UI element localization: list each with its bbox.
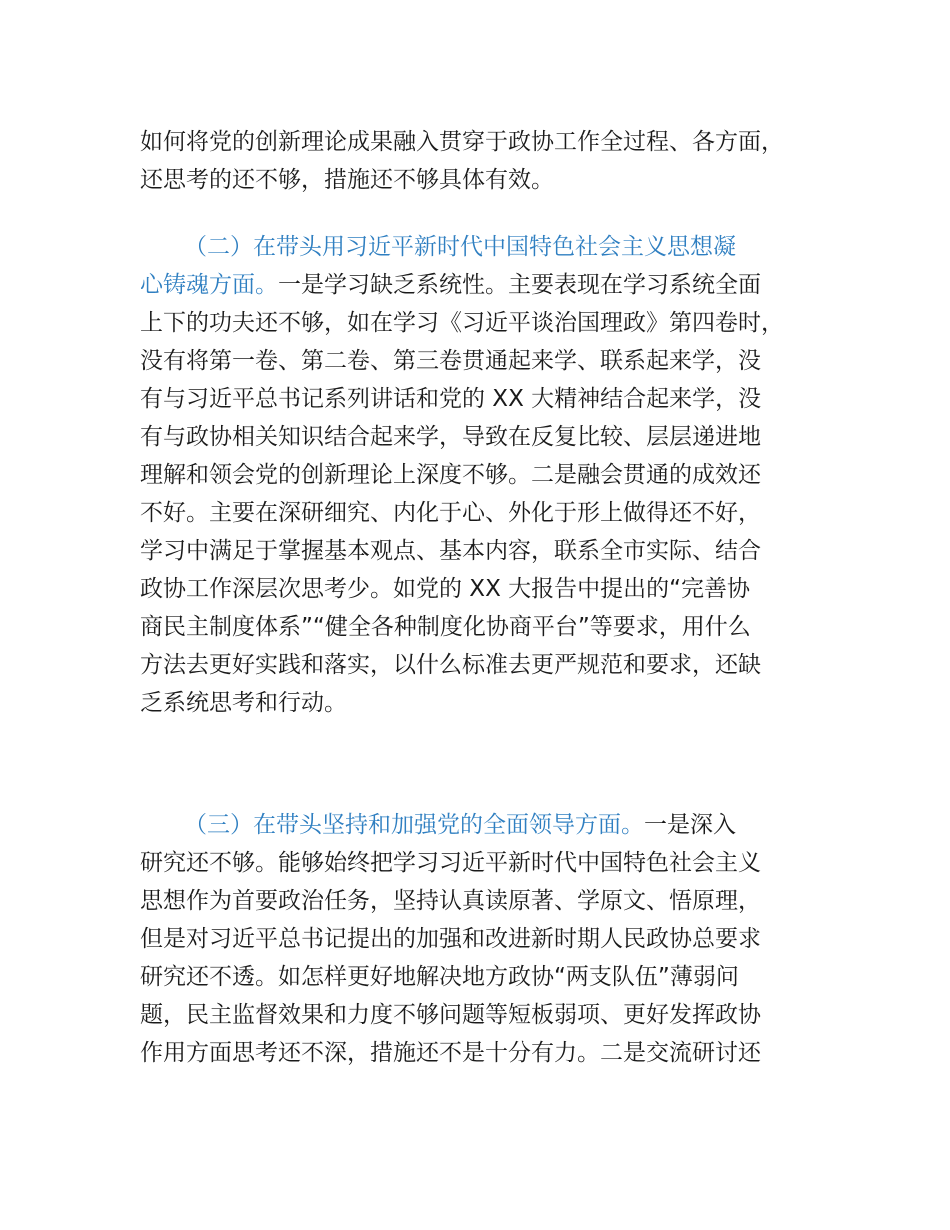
text-line: 但是对习近平总书记提出的加强和改进新时期人民政协总要求	[140, 926, 761, 952]
text-line: 题，民主监督效果和力度不够问题等短板弱项、更好发挥政协	[140, 1002, 761, 1028]
text-line	[140, 228, 840, 266]
section-heading-2-cont: 心铸魂方面。	[140, 272, 278, 298]
section-heading-2: （二）在带头用习近平新时代中国特色社会主义思想凝	[184, 234, 736, 260]
text-line: 理解和领会党的创新理论上深度不够。二是融会贯通的成效还	[140, 462, 761, 488]
paragraph-3	[140, 806, 840, 1072]
text-run: 一是学习缺乏系统性。主要表现在学习系统全面	[278, 272, 761, 298]
text-line: 如何将党的创新理论成果融入贯穿于政协工作全过程、各方面，	[140, 129, 784, 155]
text-line: 研究还不透。如怎样更好地解决地方政协“两支队伍”薄弱问	[140, 964, 739, 990]
text-line: 学习中满足于掌握基本观点、基本内容，联系全市实际、结合	[140, 538, 761, 564]
text-line: 没有将第一卷、第二卷、第三卷贯通起来学、联系起来学，没	[140, 348, 761, 374]
text-line: 有与政协相关知识结合起来学，导致在反复比较、层层递进地	[140, 424, 761, 450]
text-line	[140, 266, 840, 304]
section-heading-3: （三）在带头坚持和加强党的全面领导方面。	[184, 812, 644, 838]
text-line: 方法去更好实践和落实，以什么标准去更严规范和要求，还缺	[140, 652, 761, 678]
text-line: 思想作为首要政治任务，坚持认真读原著、学原文、悟原理，	[140, 888, 761, 914]
text-line: 商民主制度体系”“健全各种制度化协商平台”等要求，用什么	[140, 614, 751, 640]
text-line: 还思考的还不够，措施还不够具体有效。	[140, 167, 554, 193]
text-line: 上下的功夫还不够，如在学习《习近平谈治国理政》第四卷时，	[140, 310, 784, 336]
text-line: 有与习近平总书记系列讲话和党的 XX 大精神结合起来学，没	[140, 386, 762, 412]
text-line: 作用方面思考还不深，措施还不是十分有力。二是交流研讨还	[140, 1040, 761, 1066]
text-line: 政协工作深层次思考少。如党的 XX 大报告中提出的“完善协	[140, 576, 751, 602]
text-line: 不好。主要在深研细究、内化于心、外化于形上做得还不好，	[140, 500, 761, 526]
text-line	[140, 806, 840, 844]
text-run: 一是深入	[644, 812, 736, 838]
text-line: 乏系统思考和行动。	[140, 690, 347, 716]
paragraph-2	[140, 228, 840, 722]
paragraph-1	[140, 123, 840, 199]
text-line: 研究还不够。能够始终把学习习近平新时代中国特色社会主义	[140, 850, 761, 876]
